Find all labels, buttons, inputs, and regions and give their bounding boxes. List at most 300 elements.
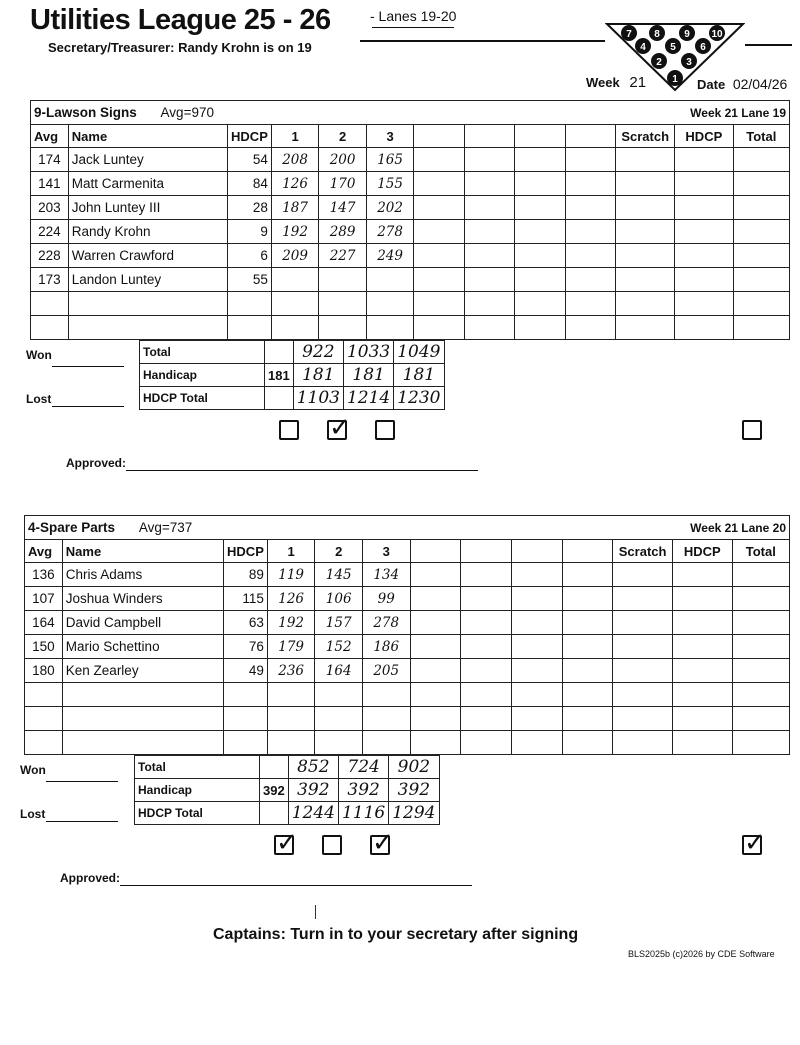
player-name: Matt Carmenita <box>68 172 227 196</box>
game-3-score[interactable] <box>366 292 413 316</box>
total-cell[interactable] <box>733 196 789 220</box>
pin-2-label: 2 <box>656 57 662 68</box>
player-average: 164 <box>25 611 63 635</box>
game-3-score[interactable]: 134 <box>362 563 410 587</box>
game-2-score[interactable] <box>315 731 363 755</box>
empty-cell <box>410 659 461 683</box>
tick-mark <box>315 905 316 919</box>
totals-game-2[interactable]: 1214 <box>343 387 393 410</box>
game-1-score[interactable]: 119 <box>267 563 315 587</box>
game-3-score[interactable] <box>362 731 410 755</box>
totals-game-2[interactable]: 724 <box>338 756 388 779</box>
game-2-score[interactable]: 289 <box>319 220 366 244</box>
player-row <box>31 316 790 340</box>
hdcp-cell[interactable] <box>673 659 733 683</box>
hdcp-cell[interactable] <box>675 196 733 220</box>
totals-table <box>139 340 445 410</box>
team-handicap: 392 <box>260 779 289 802</box>
total-cell[interactable] <box>732 731 789 755</box>
lost-label: Lost <box>20 807 46 821</box>
empty-cell <box>414 244 464 268</box>
scratch-cell[interactable] <box>613 563 673 587</box>
empty-cell <box>260 756 289 779</box>
team-handicap: 181 <box>265 364 294 387</box>
game-2-score[interactable]: 147 <box>319 196 366 220</box>
game-2-score[interactable] <box>319 292 366 316</box>
empty-cell <box>464 196 514 220</box>
column-header: 2 <box>315 540 363 563</box>
game-checkbox[interactable] <box>322 835 342 855</box>
game-2-score[interactable]: 152 <box>315 635 363 659</box>
empty-cell <box>562 587 613 611</box>
player-name: Landon Luntey <box>68 268 227 292</box>
empty-cell <box>464 148 514 172</box>
game-3-score[interactable] <box>366 316 413 340</box>
checkbox-check-mark: ✓ <box>329 413 351 443</box>
hdcp-cell[interactable] <box>675 148 733 172</box>
totals-game-1[interactable]: 392 <box>288 779 338 802</box>
game-1-score[interactable] <box>271 268 318 292</box>
pin-9-label: 9 <box>684 29 690 40</box>
empty-cell <box>562 659 613 683</box>
player-row <box>25 683 790 707</box>
hdcp-cell[interactable] <box>673 635 733 659</box>
pin-1-label: 1 <box>672 74 678 85</box>
game-1-score[interactable] <box>267 731 315 755</box>
totals-game-3[interactable]: 181 <box>394 364 444 387</box>
total-cell[interactable] <box>732 707 789 731</box>
scratch-cell[interactable] <box>613 707 673 731</box>
scratch-cell[interactable] <box>616 292 675 316</box>
checkbox-check-mark: ✓ <box>744 828 766 858</box>
empty-cell <box>511 635 562 659</box>
column-header: Total <box>732 540 789 563</box>
empty-cell <box>464 316 514 340</box>
player-handicap <box>228 292 272 316</box>
game-3-score[interactable]: 278 <box>366 220 413 244</box>
total-cell[interactable] <box>733 172 789 196</box>
player-row <box>31 196 790 220</box>
game-1-score[interactable]: 126 <box>271 172 318 196</box>
empty-cell <box>414 196 464 220</box>
empty-cell <box>515 148 565 172</box>
player-handicap: 89 <box>224 563 268 587</box>
empty-cell <box>515 316 565 340</box>
game-2-score[interactable]: 157 <box>315 611 363 635</box>
player-name: Joshua Winders <box>62 587 223 611</box>
totals-game-3[interactable]: 392 <box>389 779 439 802</box>
scratch-cell[interactable] <box>616 220 675 244</box>
empty-cell <box>511 707 562 731</box>
player-average: 203 <box>31 196 69 220</box>
game-2-score[interactable]: 170 <box>319 172 366 196</box>
total-cell[interactable] <box>732 635 789 659</box>
game-3-score[interactable]: 278 <box>362 611 410 635</box>
pin-7-label: 7 <box>626 29 632 40</box>
game-2-score[interactable] <box>315 683 363 707</box>
game-1-score[interactable]: 187 <box>271 196 318 220</box>
won-label: Won <box>26 348 52 362</box>
pin-8-label: 8 <box>654 29 660 40</box>
scratch-cell[interactable] <box>613 611 673 635</box>
player-row <box>31 268 790 292</box>
column-header: Name <box>68 125 227 148</box>
player-average: 174 <box>31 148 69 172</box>
column-header <box>414 125 464 148</box>
player-row <box>25 659 790 683</box>
scratch-cell[interactable] <box>613 587 673 611</box>
empty-cell <box>414 220 464 244</box>
totals-game-2[interactable]: 181 <box>343 364 393 387</box>
totals-game-3[interactable]: 1294 <box>389 802 439 825</box>
column-header: Avg <box>31 125 69 148</box>
totals-game-1[interactable]: 922 <box>293 341 343 364</box>
game-3-score[interactable]: 186 <box>362 635 410 659</box>
empty-cell <box>410 635 461 659</box>
empty-cell <box>265 341 294 364</box>
game-2-score[interactable]: 227 <box>319 244 366 268</box>
team-scoresheet <box>30 100 790 340</box>
won-line[interactable] <box>46 781 118 782</box>
lanes-label: - Lanes 19-20 <box>370 8 457 24</box>
game-2-score[interactable]: 106 <box>315 587 363 611</box>
total-cell[interactable] <box>733 148 789 172</box>
hdcp-cell[interactable] <box>675 292 733 316</box>
totals-row-label: Total <box>135 756 260 779</box>
checkbox-check-mark: ✓ <box>276 828 298 858</box>
total-cell[interactable] <box>732 683 789 707</box>
game-1-score[interactable] <box>267 707 315 731</box>
player-average: 180 <box>25 659 63 683</box>
empty-cell <box>562 707 613 731</box>
player-name: John Luntey III <box>68 196 227 220</box>
hdcp-cell[interactable] <box>673 611 733 635</box>
hdcp-cell[interactable] <box>675 268 733 292</box>
player-name: Mario Schettino <box>62 635 223 659</box>
empty-cell <box>565 316 615 340</box>
empty-cell <box>410 587 461 611</box>
approved-signature-line[interactable] <box>120 885 472 886</box>
column-header: HDCP <box>675 125 733 148</box>
player-row <box>25 587 790 611</box>
player-name <box>62 731 223 755</box>
empty-cell <box>410 707 461 731</box>
column-header <box>511 540 562 563</box>
player-average: 228 <box>31 244 69 268</box>
team-average: Avg=737 <box>138 520 193 535</box>
hdcp-cell[interactable] <box>675 244 733 268</box>
empty-cell <box>414 268 464 292</box>
empty-cell <box>410 731 461 755</box>
player-name <box>68 316 227 340</box>
lost-line[interactable] <box>46 821 118 822</box>
totals-game-1[interactable]: 852 <box>288 756 338 779</box>
empty-cell <box>565 148 615 172</box>
game-2-score[interactable]: 145 <box>315 563 363 587</box>
game-3-score[interactable]: 165 <box>366 148 413 172</box>
approved-label: Approved: <box>60 871 120 885</box>
game-1-score[interactable]: 236 <box>267 659 315 683</box>
player-average <box>25 707 63 731</box>
totals-game-3[interactable]: 1049 <box>394 341 444 364</box>
player-handicap: 6 <box>228 244 272 268</box>
empty-cell <box>410 611 461 635</box>
scratch-cell[interactable] <box>613 731 673 755</box>
totals-game-2[interactable]: 1116 <box>338 802 388 825</box>
empty-cell <box>511 563 562 587</box>
game-1-score[interactable]: 208 <box>271 148 318 172</box>
column-header: HDCP <box>224 540 268 563</box>
player-name: Randy Krohn <box>68 220 227 244</box>
date-label: Date <box>697 77 726 92</box>
player-name <box>68 292 227 316</box>
player-handicap: 76 <box>224 635 268 659</box>
game-3-score[interactable]: 249 <box>366 244 413 268</box>
player-average: 136 <box>25 563 63 587</box>
game-1-score[interactable] <box>271 292 318 316</box>
player-handicap: 54 <box>228 148 272 172</box>
player-average <box>31 316 69 340</box>
pin-10-label: 10 <box>711 29 723 40</box>
empty-cell <box>414 148 464 172</box>
column-header: Scratch <box>616 125 675 148</box>
total-cell[interactable] <box>732 611 789 635</box>
empty-cell <box>515 244 565 268</box>
empty-cell <box>565 172 615 196</box>
game-1-score[interactable] <box>267 683 315 707</box>
game-3-score[interactable]: 202 <box>366 196 413 220</box>
player-handicap: 49 <box>224 659 268 683</box>
hdcp-cell[interactable] <box>673 587 733 611</box>
lost-line[interactable] <box>52 406 124 407</box>
column-header: 3 <box>362 540 410 563</box>
column-header: Scratch <box>613 540 673 563</box>
player-handicap: 84 <box>228 172 272 196</box>
won-label: Won <box>20 763 46 777</box>
column-header: 2 <box>319 125 366 148</box>
totals-game-1[interactable]: 1103 <box>293 387 343 410</box>
approved-signature-line[interactable] <box>126 470 478 471</box>
scratch-cell[interactable] <box>616 316 675 340</box>
hdcp-cell[interactable] <box>675 220 733 244</box>
player-name: Ken Zearley <box>62 659 223 683</box>
scratch-cell[interactable] <box>616 148 675 172</box>
empty-cell <box>562 635 613 659</box>
empty-cell <box>562 563 613 587</box>
empty-cell <box>461 611 512 635</box>
scratch-cell[interactable] <box>616 268 675 292</box>
total-cell[interactable] <box>733 268 789 292</box>
date-value: 02/04/26 <box>732 76 788 92</box>
captains-note: Captains: Turn in to your secretary after signing <box>213 926 579 943</box>
totals-game-3[interactable]: 1230 <box>394 387 444 410</box>
team-average: Avg=970 <box>160 105 214 120</box>
totals-row-label: Handicap <box>135 779 260 802</box>
player-name: Chris Adams <box>62 563 223 587</box>
game-checkbox[interactable] <box>279 420 299 440</box>
empty-cell <box>461 707 512 731</box>
game-2-score[interactable]: 200 <box>319 148 366 172</box>
totals-row-label: HDCP Total <box>135 802 260 825</box>
empty-cell <box>461 563 512 587</box>
empty-cell <box>461 731 512 755</box>
totals-game-1[interactable]: 1244 <box>288 802 338 825</box>
player-row <box>31 292 790 316</box>
totals-game-2[interactable]: 1033 <box>343 341 393 364</box>
player-handicap: 9 <box>228 220 272 244</box>
total-cell[interactable] <box>733 316 789 340</box>
column-header: HDCP <box>228 125 272 148</box>
player-row <box>25 563 790 587</box>
player-average: 224 <box>31 220 69 244</box>
scratch-cell[interactable] <box>616 244 675 268</box>
empty-cell <box>565 292 615 316</box>
game-1-score[interactable] <box>271 316 318 340</box>
player-handicap: 55 <box>228 268 272 292</box>
pin-4-label: 4 <box>640 42 646 53</box>
scratch-cell[interactable] <box>613 659 673 683</box>
empty-cell <box>461 587 512 611</box>
player-average: 173 <box>31 268 69 292</box>
game-2-score[interactable] <box>319 268 366 292</box>
scratch-cell[interactable] <box>613 683 673 707</box>
game-3-score[interactable]: 155 <box>366 172 413 196</box>
empty-cell <box>565 196 615 220</box>
column-header <box>410 540 461 563</box>
hdcp-cell[interactable] <box>673 707 733 731</box>
empty-cell <box>464 244 514 268</box>
empty-cell <box>461 659 512 683</box>
player-name: Warren Crawford <box>68 244 227 268</box>
totals-row-label: Handicap <box>140 364 265 387</box>
total-cell[interactable] <box>733 292 789 316</box>
game-1-score[interactable]: 192 <box>267 611 315 635</box>
game-2-score[interactable]: 164 <box>315 659 363 683</box>
empty-cell <box>265 387 294 410</box>
game-3-score[interactable]: 99 <box>362 587 410 611</box>
column-header <box>562 540 613 563</box>
header-rule-right <box>745 44 792 46</box>
empty-cell <box>515 292 565 316</box>
empty-cell <box>511 587 562 611</box>
league-title: Utilities League 25 - 26 <box>30 4 331 36</box>
pin-5-label: 5 <box>670 42 676 53</box>
empty-cell <box>511 659 562 683</box>
empty-cell <box>511 683 562 707</box>
column-header: 1 <box>267 540 315 563</box>
hdcp-cell[interactable] <box>675 172 733 196</box>
player-handicap <box>228 316 272 340</box>
game-1-score[interactable]: 192 <box>271 220 318 244</box>
game-3-score[interactable]: 205 <box>362 659 410 683</box>
total-cell[interactable] <box>733 220 789 244</box>
lost-label: Lost <box>26 392 52 406</box>
header-rule <box>360 40 605 42</box>
empty-cell <box>414 292 464 316</box>
player-row <box>25 611 790 635</box>
scratch-cell[interactable] <box>613 635 673 659</box>
hdcp-cell[interactable] <box>673 683 733 707</box>
column-header: Total <box>733 125 789 148</box>
team-scoresheet <box>24 515 790 755</box>
player-average <box>25 731 63 755</box>
player-handicap: 115 <box>224 587 268 611</box>
game-1-score[interactable]: 209 <box>271 244 318 268</box>
total-cell[interactable] <box>732 659 789 683</box>
scratch-cell[interactable] <box>616 172 675 196</box>
column-header: 1 <box>271 125 318 148</box>
player-row <box>31 148 790 172</box>
player-average: 150 <box>25 635 63 659</box>
total-cell[interactable] <box>732 563 789 587</box>
totals-table <box>134 755 440 825</box>
empty-cell <box>464 268 514 292</box>
hdcp-cell[interactable] <box>675 316 733 340</box>
column-header: Avg <box>25 540 63 563</box>
totals-row-label: HDCP Total <box>140 387 265 410</box>
column-header <box>464 125 514 148</box>
column-header <box>515 125 565 148</box>
empty-cell <box>565 244 615 268</box>
totals-row-label: Total <box>140 341 265 364</box>
week-lane-label: Week 21 Lane 19 <box>616 101 790 125</box>
total-cell[interactable] <box>733 244 789 268</box>
player-average <box>31 292 69 316</box>
hdcp-cell[interactable] <box>673 563 733 587</box>
totals-game-3[interactable]: 902 <box>389 756 439 779</box>
column-header <box>461 540 512 563</box>
total-cell[interactable] <box>732 587 789 611</box>
empty-cell <box>464 172 514 196</box>
totals-game-2[interactable]: 392 <box>338 779 388 802</box>
player-row <box>25 635 790 659</box>
game-2-score[interactable] <box>319 316 366 340</box>
player-name: Jack Luntey <box>68 148 227 172</box>
player-average: 141 <box>31 172 69 196</box>
copyright: BLS2025b (c)2026 by CDE Software <box>628 949 775 959</box>
game-checkbox[interactable] <box>742 420 762 440</box>
player-handicap <box>224 731 268 755</box>
empty-cell <box>410 683 461 707</box>
empty-cell <box>461 635 512 659</box>
game-1-score[interactable]: 126 <box>267 587 315 611</box>
player-row <box>25 707 790 731</box>
week-lane-label: Week 21 Lane 20 <box>613 516 790 540</box>
scratch-cell[interactable] <box>616 196 675 220</box>
checkbox-check-mark: ✓ <box>372 828 394 858</box>
player-handicap: 28 <box>228 196 272 220</box>
empty-cell <box>461 683 512 707</box>
game-3-score[interactable] <box>362 707 410 731</box>
column-header <box>565 125 615 148</box>
game-3-score[interactable] <box>362 683 410 707</box>
hdcp-cell[interactable] <box>673 731 733 755</box>
empty-cell <box>565 220 615 244</box>
empty-cell <box>515 172 565 196</box>
totals-game-1[interactable]: 181 <box>293 364 343 387</box>
column-header: HDCP <box>673 540 733 563</box>
won-line[interactable] <box>52 366 124 367</box>
game-2-score[interactable] <box>315 707 363 731</box>
player-name <box>62 683 223 707</box>
game-1-score[interactable]: 179 <box>267 635 315 659</box>
player-average: 107 <box>25 587 63 611</box>
game-checkbox[interactable] <box>375 420 395 440</box>
team-name: 4-Spare Parts <box>28 520 116 535</box>
pin-6-label: 6 <box>700 42 706 53</box>
empty-cell <box>414 316 464 340</box>
game-3-score[interactable] <box>366 268 413 292</box>
